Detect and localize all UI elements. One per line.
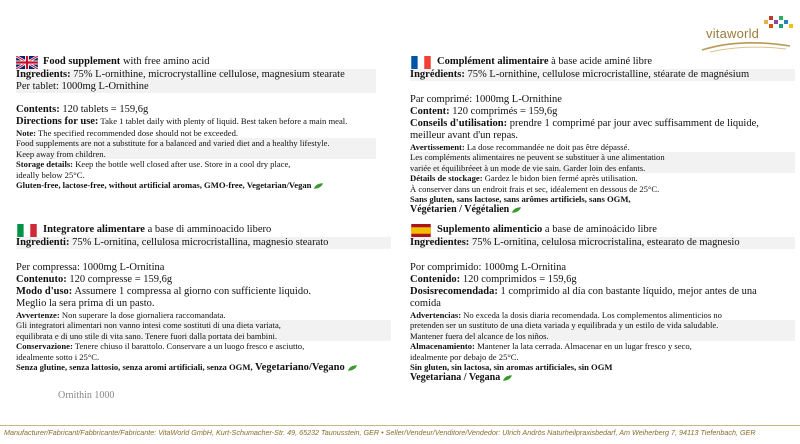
directions-label: Directions for use: xyxy=(16,116,99,127)
title-rest: a base di amminoacido libero xyxy=(144,224,272,235)
contents-label: Contenido: xyxy=(410,274,461,285)
ingredients-text: 75% L-ornitina, cellulosa microcristallina, magnesio stearato xyxy=(69,237,329,248)
note-label: Avvertenze: xyxy=(16,310,60,320)
storage-text-2: ideally below 25°C. xyxy=(16,169,85,180)
directions-text-2: comida xyxy=(410,298,441,309)
storage-text: Tenere chiuso il barattolo. Conservare a un luogo fresco e asciutto, xyxy=(72,341,305,352)
italy-flag-icon xyxy=(16,224,38,237)
note-text: Non superare la dose giornaliera raccomandata. xyxy=(59,310,226,320)
free-from-2: Végétarien / Végétalien xyxy=(410,204,510,216)
directions-text-2: Meglio la sera prima di un pasto. xyxy=(16,298,155,309)
free-from-2: Vegetariana / Vegana xyxy=(410,372,501,384)
free-from: Gluten-free, lactose-free, without artificial aromas, GMO-free, Vegetarian/Vegan xyxy=(16,180,312,191)
note-text: No exceda la dosis diaria recomendada. Los complementos alimenticios no xyxy=(461,310,722,320)
directions-text: 1 comprimido al día con bastante líquido, mejor antes de una xyxy=(497,286,757,297)
france-flag-icon xyxy=(410,56,432,69)
storage-label: Détails de stockage: xyxy=(410,173,483,184)
contents-text: 120 comprimidos = 159,6g xyxy=(460,274,577,285)
note-label: Avertissement: xyxy=(410,142,465,152)
section-english xyxy=(16,56,376,190)
ingredients-label: Ingrédients: xyxy=(410,69,465,80)
directions-text: Take 1 tablet daily with plenty of liquid. Best taken before a main meal. xyxy=(98,116,348,126)
contents-label: Content: xyxy=(410,106,450,117)
note-text-2: Gli integratori alimentari non vanno intesi come sostituti di una dieta variata, xyxy=(16,320,391,330)
directions-label: Dosisrecomendada: xyxy=(410,286,498,297)
note-text-3: Mantener fuera del alcance de los niños. xyxy=(410,331,795,341)
title-bold: Complément alimentaire xyxy=(437,56,549,67)
free-from: Sin gluten, sin lactosa, sin aromas artificiales, sin OGM xyxy=(410,362,613,373)
storage-label: Almacenamiento: xyxy=(410,341,475,352)
per-unit: Por comprimido: 1000mg L-Ornitina xyxy=(410,262,567,273)
directions-text-2: meilleur avant d'un repas. xyxy=(410,130,519,141)
free-from: Senza glutine, senza lattosio, senza aromi artificiali, senza OGM, xyxy=(16,362,253,373)
title-rest: à base acide aminé libre xyxy=(548,56,652,67)
directions-label: Modo d'uso: xyxy=(16,286,73,297)
free-from-2: Vegetariano/Vegano xyxy=(252,362,345,374)
storage-text: Keep the bottle well closed after use. Store in a cool dry place, xyxy=(73,159,291,170)
section-french xyxy=(410,56,795,216)
storage-text: Mantener la lata cerrada. Almacenar en un lugar fresco y seco, xyxy=(474,341,692,352)
ingredients-text: 75% L-ornitina, celulosa microcristalina, estearato de magnesio xyxy=(469,237,740,248)
contents-text: 120 comprimés = 159,6g xyxy=(449,106,558,117)
logo-swoosh-icon xyxy=(700,40,792,54)
leaf-icon xyxy=(314,183,323,189)
per-unit: Per compressa: 1000mg L-Ornitina xyxy=(16,262,165,273)
ingredients-text: 75% L-ornithine, cellulose microcristalline, stéarate de magnésium xyxy=(464,69,750,80)
ingredients-text: 75% L-ornithine, microcrystalline cellulose, magnesium stearate xyxy=(70,69,345,80)
section-italian xyxy=(16,224,391,374)
note-text-3: variée et équilibréeet à un mode de vie sain. Garder loin des enfants. xyxy=(410,163,795,173)
title-bold: Food supplement xyxy=(43,56,121,67)
storage-text: Gardez le bidon bien fermé après utilisation. xyxy=(482,173,638,184)
note-text-2: Les compléments alimentaires ne peuvent se substituer à une alimentation xyxy=(410,152,795,162)
leaf-icon xyxy=(503,375,512,381)
ingredients-label: Ingredientes: xyxy=(410,237,470,248)
ingredients-label: Ingredienti: xyxy=(16,237,70,248)
directions-label: Conseils d'utilisation: xyxy=(410,118,508,129)
storage-text-2: idealmente por debajo de 25°C. xyxy=(410,351,519,362)
footer-manufacturer: Manufacturer/Fabricant/Fabbricante/Fabricante: VitaWorld GmbH, Kurt-Schumacher-Str. 49, 65232 Taunusstein, GER • Seller/Vendeur/Venditore/Vendedor: Ulrich Andrös Naturheilpraxisbedarf, Am Weiherberg 7, 94113 Tiefenbach, GER xyxy=(4,428,756,437)
per-unit: Per tablet: 1000mg L-Ornithine xyxy=(16,81,376,93)
leaf-icon xyxy=(512,207,521,213)
ingredients-label: Ingredients: xyxy=(16,69,71,80)
note-text: La dose recommandée ne doit pas être dépassé. xyxy=(464,142,630,152)
logo-text: vitaworld xyxy=(706,26,760,41)
title-rest: a base de aminoácido libre xyxy=(542,224,657,235)
note-label: Note: xyxy=(16,128,37,138)
note-text-3: Keep away from children. xyxy=(16,149,376,159)
contents-text: 120 compresse = 159,6g xyxy=(66,274,173,285)
note-text-3: equilibrata e di uno stile di vita sano. Tenere fuori dalla portata dei bambini. xyxy=(16,331,391,341)
vitaworld-logo xyxy=(700,10,792,52)
per-unit: Par comprimé: 1000mg L-Ornithine xyxy=(410,94,562,105)
spain-flag-icon xyxy=(410,224,432,237)
leaf-icon xyxy=(348,365,357,371)
contents-label: Contenuto: xyxy=(16,274,67,285)
title-bold: Integratore alimentare xyxy=(43,224,145,235)
title-bold: Suplemento alimenticio xyxy=(437,224,543,235)
product-name: Ornithin 1000 xyxy=(58,390,115,401)
directions-text: prendre 1 comprimé par jour avec suffisamment de liquide, xyxy=(507,118,759,129)
contents-label: Contents: xyxy=(16,104,60,115)
note-text-2: Food supplements are not a substitute for a balanced and varied diet and a healthy lifestyle. xyxy=(16,138,376,148)
footer-divider xyxy=(0,425,800,426)
storage-label: Storage details: xyxy=(16,159,74,170)
storage-text-2: idealmente sotto i 25°C. xyxy=(16,351,100,362)
title-rest: with free amino acid xyxy=(120,56,210,67)
section-spanish xyxy=(410,224,795,384)
note-text-2: pretenden ser un sustituto de una dieta variada y equilibrada y un estilo de vida saludable. xyxy=(410,320,795,330)
note-text: The specified recommended dose should not be exceeded. xyxy=(36,128,239,138)
note-label: Advertencias: xyxy=(410,310,462,320)
free-from: Sans gluten, sans lactose, sans arômes artificiels, sans OGM, xyxy=(410,194,631,205)
directions-text: Assumere 1 compressa al giorno con sufficiente liquido. xyxy=(72,286,311,297)
storage-text-2: À conserver dans un endroit frais et sec, idéalement en dessous de 25°C. xyxy=(410,183,660,194)
contents-text: 120 tablets = 159,6g xyxy=(59,104,149,115)
uk-flag-icon xyxy=(16,56,38,69)
storage-label: Conservazione: xyxy=(16,341,73,352)
